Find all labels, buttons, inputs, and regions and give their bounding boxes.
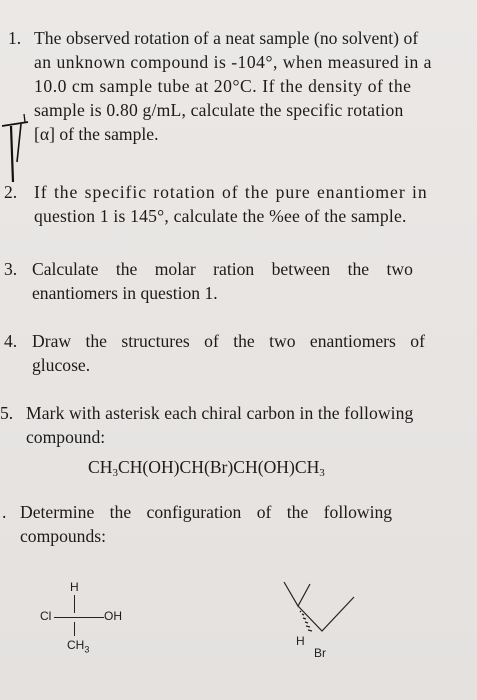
question-number: 5. [0, 403, 14, 423]
fischer-bottom-text: $CH_3$ [67, 638, 90, 655]
text-line: [α] of the sample. [34, 124, 159, 144]
compound-formula [88, 457, 325, 479]
fischer-bottom-subscript: 3 [84, 644, 90, 655]
formula-part: CH [88, 457, 113, 477]
text-line: 10.0 cm sample tube at 20°C. If the density of the [34, 76, 412, 96]
pen-annotation [0, 100, 40, 190]
question-text [26, 401, 413, 449]
text-line: Draw the structures of the two enantiomers of [32, 331, 425, 351]
question-number: 3. [4, 259, 18, 279]
text-line: compounds: [20, 526, 107, 546]
text-line: enantiomers in question 1. [32, 283, 218, 303]
text-line: sample is 0.80 g/mL, calculate the specific rotation [34, 100, 404, 120]
fischer-vertical-bond-bottom [74, 622, 75, 636]
formula-subscript: 3 [319, 467, 325, 479]
formula-subscript: 3 [112, 467, 118, 479]
text-line: Determine the configuration of the following [20, 502, 393, 522]
fischer-right-label: OH [104, 609, 122, 623]
text-line: question 1 is 145°, calculate the %ee of the sample. [34, 206, 407, 226]
question-number: . [2, 502, 7, 522]
text-line: an unknown compound is -104°, when measured in a [34, 52, 432, 72]
fischer-bottom-label [67, 638, 89, 654]
fischer-projection [40, 580, 150, 660]
formula-part: CH(OH)CH(Br)CH(OH)CH [117, 457, 320, 477]
fischer-top-label: H [70, 580, 79, 594]
question-text [32, 329, 425, 377]
question-text [32, 257, 413, 305]
br-label: Br [314, 646, 326, 660]
question-text [34, 26, 432, 146]
text-line: Mark with asterisk each chiral carbon in the following [26, 403, 414, 423]
question-number: 1. [8, 28, 22, 48]
question-text [20, 500, 392, 548]
question-number: 4. [4, 331, 18, 351]
question-text [34, 180, 428, 228]
text-line: glucose. [32, 355, 91, 375]
h-label: H [296, 634, 305, 648]
text-line: Calculate the molar ration between the two [32, 259, 413, 279]
fischer-horizontal-bond [54, 617, 104, 618]
question-number: 2. [4, 182, 18, 202]
text-line: If the specific rotation of the pure enantiomer in [34, 182, 428, 202]
fischer-vertical-bond-top [74, 595, 75, 613]
text-line: compound: [26, 427, 106, 447]
skeletal-structure [270, 575, 370, 665]
fischer-left-label: Cl [40, 609, 52, 623]
text-line: The observed rotation of a neat sample (no solvent) of [34, 28, 419, 48]
